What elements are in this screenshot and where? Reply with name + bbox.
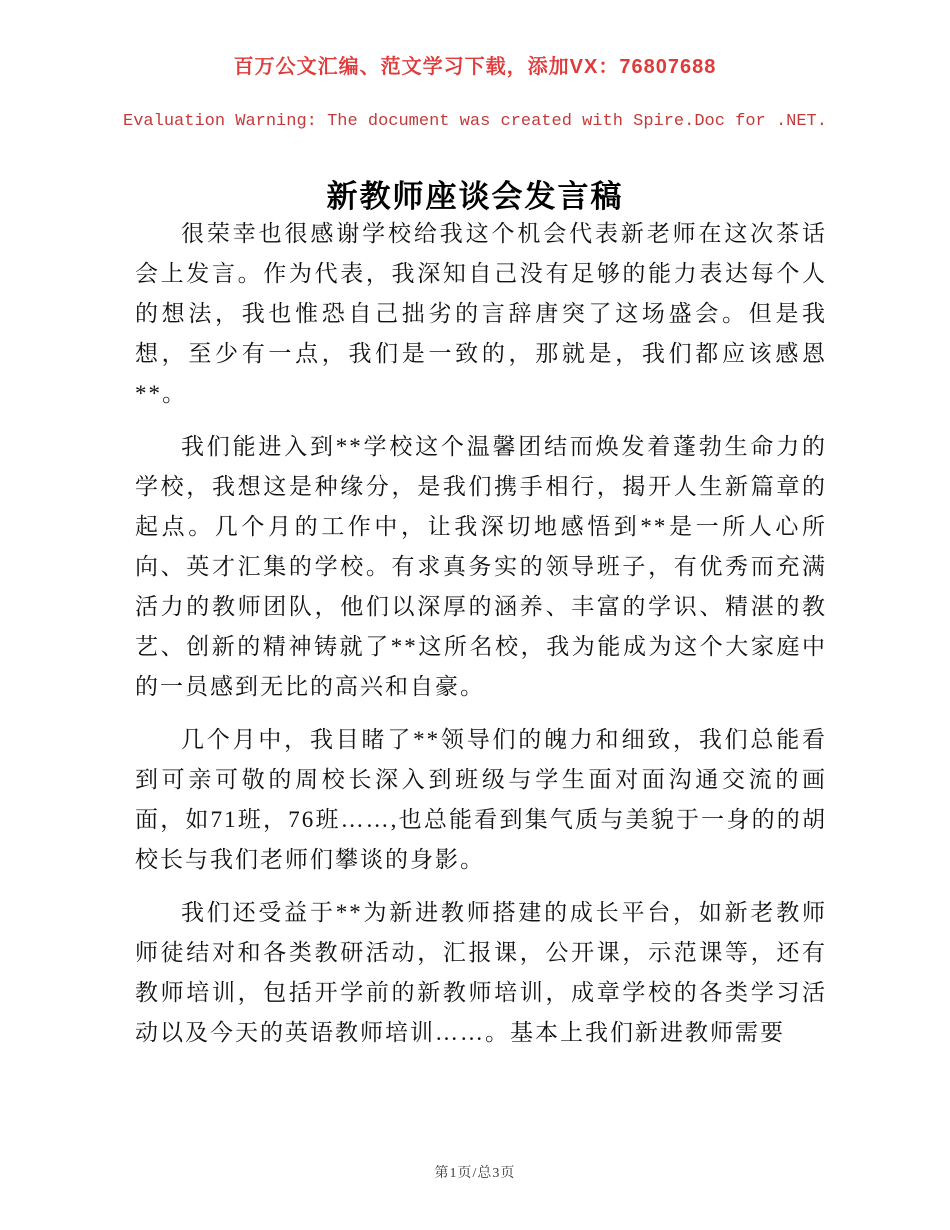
body-paragraph: 几个月中，我目睹了**领导们的魄力和细致，我们总能看到可亲可敬的周校长深入到班级与学生面对面沟通交流的画面，如71班，76班……,也总能看到集气质与美貌于一身的的胡校长与我们老师们攀谈的身影。 — [135, 727, 827, 872]
body-paragraph: 我们还受益于**为新进教师搭建的成长平台，如新老教师师徒结对和各类教研活动，汇报课，公开课，示范课等，还有教师培训，包括开学前的新教师培训，成章学校的各类学习活动以及今天的英语教师培训……。基本上我们新进教师需要 — [135, 900, 827, 1045]
body-paragraph: 很荣幸也很感谢学校给我这个机会代表新老师在这次茶话会上发言。作为代表，我深知自己没有足够的能力表达每个人的想法，我也惟恐自己拙劣的言辞唐突了这场盛会。但是我想，至少有一点，我们是一致的，那就是，我们都应该感恩**。 — [135, 221, 827, 406]
document-body — [135, 214, 827, 1066]
promo-header-text: 百万公文汇编、范文学习下载，添加VX：76807688 — [233, 56, 717, 78]
body-paragraph: 我们能进入到**学校这个温馨团结而焕发着蓬勃生命力的学校，我想这是种缘分，是我们携手相行，揭开人生新篇章的起点。几个月的工作中，让我深切地感悟到**是一所人心所向、英才汇集的学校。有求真务实的领导班子，有优秀而充满活力的教师团队，他们以深厚的涵养、丰富的学识、精湛的教艺、创新的精神铸就了**这所名校，我为能成为这个大家庭中的一员感到无比的高兴和自豪。 — [135, 434, 827, 699]
evaluation-warning-text: Evaluation Warning: The document was created with Spire.Doc for .NET. — [123, 112, 827, 131]
page-number-indicator: 第1页/总3页 — [434, 1166, 516, 1181]
document-title: 新教师座谈会发言稿 — [326, 178, 624, 214]
